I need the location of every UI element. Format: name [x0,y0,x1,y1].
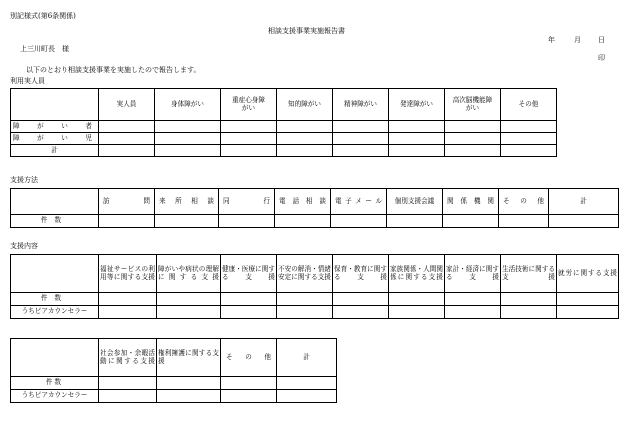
header-cell: 不安の解消・情緒安定に関する支援 [277,255,333,293]
value-cell[interactable] [389,145,445,157]
header-cell: 社会参加・余暇活動に関する支援 [99,339,157,377]
header-cell: 福祉サービスの利用等に関する支援 [99,255,157,293]
header-cell: その他 [499,189,549,215]
value-cell[interactable] [99,390,157,403]
header-cell: 権利擁護に関する支援 [157,339,221,377]
header-cell: 電子メール [331,189,387,215]
value-cell[interactable] [221,145,277,157]
value-cell[interactable] [387,215,443,228]
header-cell: 家計・経済に関する支援 [445,255,501,293]
value-cell[interactable] [99,293,157,306]
value-cell[interactable] [99,215,155,228]
header-cell: 電話相談 [275,189,331,215]
value-cell[interactable] [389,306,445,319]
value-cell[interactable] [221,293,277,306]
addressee: 上三川町長 様 [20,45,69,53]
row-label: うちピアカウンセラー [11,306,99,319]
header-cell: 計 [277,339,337,377]
value-cell[interactable] [501,121,557,133]
header-cell: 障がいや病状の理解に関する支援 [157,255,221,293]
value-cell[interactable] [155,133,221,145]
header-cell: 家族関係・人間関係に関する支援 [389,255,445,293]
value-cell[interactable] [389,293,445,306]
value-cell[interactable] [445,293,501,306]
value-cell[interactable] [157,306,221,319]
value-cell[interactable] [219,215,275,228]
header-blank [11,189,99,215]
header-cell: 知的障がい [277,89,333,121]
header-cell: 高次脳機能障がい [445,89,501,121]
value-cell[interactable] [277,293,333,306]
value-cell[interactable] [155,145,221,157]
value-cell[interactable] [277,377,337,390]
date-month: 月 [574,36,581,44]
value-cell[interactable] [445,306,501,319]
value-cell[interactable] [549,215,619,228]
value-cell[interactable] [445,133,501,145]
date-year: 年 [548,36,555,44]
value-cell[interactable] [99,133,155,145]
methods-table [10,188,619,228]
row-label: 件数 [11,215,99,228]
header-cell: 重症心身障がい [221,89,277,121]
value-cell[interactable] [445,145,501,157]
value-cell[interactable] [445,121,501,133]
value-cell[interactable] [99,145,155,157]
header-cell: 訪問 [99,189,155,215]
value-cell[interactable] [99,306,157,319]
value-cell[interactable] [275,215,331,228]
row-label: 件数 [11,293,99,306]
header-cell: 計 [549,189,619,215]
header-blank [11,339,99,377]
value-cell[interactable] [277,145,333,157]
header-cell: 就労に関する支援 [557,255,619,293]
value-cell[interactable] [157,293,221,306]
value-cell[interactable] [557,293,619,306]
value-cell[interactable] [389,121,445,133]
contents-table [10,254,619,319]
row-label: 障がい者 [11,121,99,133]
seal-mark: 印 [598,54,605,62]
value-cell[interactable] [221,121,277,133]
contents-table-2 [10,338,337,403]
section-title-methods: 支援方法 [10,176,38,184]
value-cell[interactable] [99,377,157,390]
header-cell: 同行 [219,189,275,215]
section-title-contents: 支援内容 [10,242,38,250]
header-cell: 来所相談 [155,189,219,215]
header-cell: 身体障がい [155,89,221,121]
value-cell[interactable] [501,133,557,145]
header-blank [11,89,99,121]
header-cell: 精神障がい [333,89,389,121]
value-cell[interactable] [277,121,333,133]
header-cell: 関係機関 [443,189,499,215]
value-cell[interactable] [333,133,389,145]
value-cell[interactable] [277,390,337,403]
header-cell: 個別支援会議 [387,189,443,215]
value-cell[interactable] [99,121,155,133]
header-cell: 生活技術に関する支援 [501,255,557,293]
value-cell[interactable] [331,215,387,228]
date-day: 日 [598,36,605,44]
users-table [10,88,557,157]
document-title: 相談支援事業実施報告書 [268,27,345,35]
value-cell[interactable] [501,306,557,319]
header-blank [11,255,99,293]
value-cell[interactable] [221,133,277,145]
value-cell[interactable] [277,306,333,319]
value-cell[interactable] [443,215,499,228]
row-label: 件数 [11,377,99,390]
row-label: うちピアカウンセラー [11,390,99,403]
value-cell[interactable] [333,306,389,319]
value-cell[interactable] [501,293,557,306]
value-cell[interactable] [333,293,389,306]
value-cell[interactable] [277,133,333,145]
value-cell[interactable] [155,121,221,133]
value-cell[interactable] [333,145,389,157]
header-cell: その他 [501,89,557,121]
intro-text: 以下のとおり相談支援事業を実施したので報告します。 [26,66,201,74]
header-cell: 保育・教育に関する支援 [333,255,389,293]
row-label: 計 [11,145,99,157]
section-title-users: 利用実人員 [10,77,45,85]
value-cell[interactable] [389,133,445,145]
value-cell[interactable] [221,377,277,390]
value-cell[interactable] [557,306,619,319]
value-cell[interactable] [155,215,219,228]
value-cell[interactable] [501,145,557,157]
header-cell: 発達障がい [389,89,445,121]
value-cell[interactable] [333,121,389,133]
value-cell[interactable] [157,377,221,390]
value-cell[interactable] [157,390,221,403]
form-label: 別記様式(第6条関係) [10,12,76,20]
row-label: 障がい児 [11,133,99,145]
value-cell[interactable] [221,306,277,319]
value-cell[interactable] [499,215,549,228]
value-cell[interactable] [221,390,277,403]
header-cell: 健康・医療に関する支援 [221,255,277,293]
header-cell: 実人員 [99,89,155,121]
header-cell: その他 [221,339,277,377]
